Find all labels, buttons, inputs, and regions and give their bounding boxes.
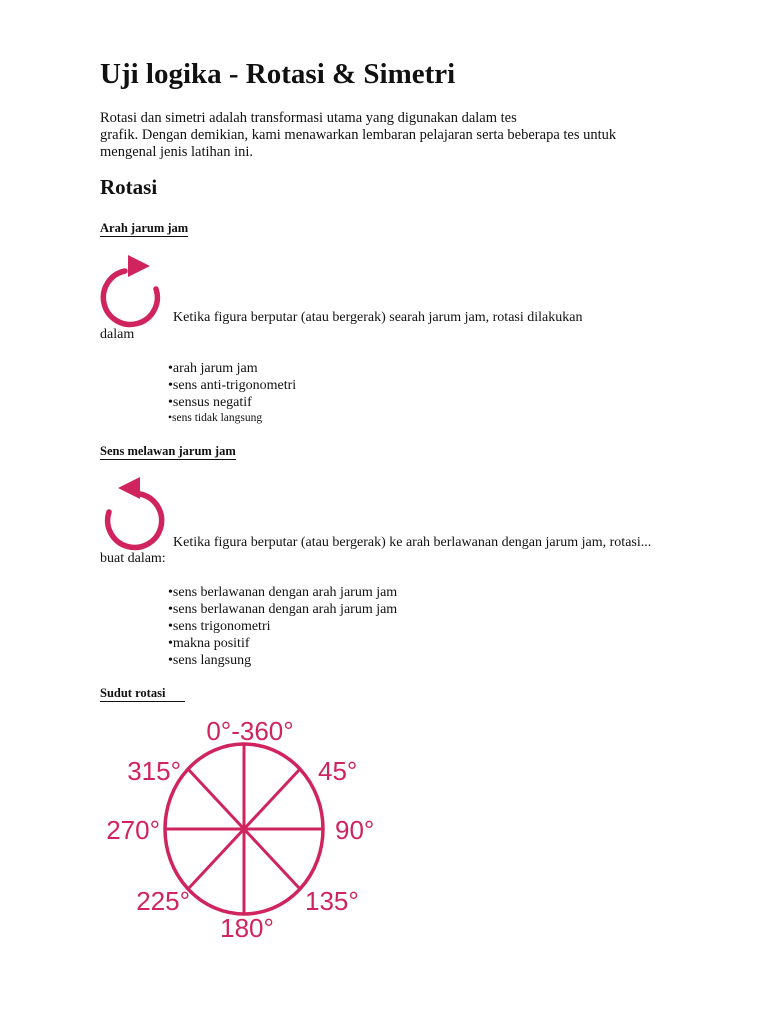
subheading-counterclockwise: Sens melawan jarum jam bbox=[100, 444, 236, 458]
section-heading-rotasi: Rotasi bbox=[100, 175, 158, 199]
list-item: • sens anti-trigonometri bbox=[168, 377, 296, 394]
counterclockwise-arrow-icon bbox=[100, 475, 170, 547]
rotation-angle-diagram bbox=[90, 712, 390, 952]
angle-label-left: 270° bbox=[106, 815, 160, 845]
counterclockwise-text-line-1: Ketika figura berputar (atau bergerak) ke arah berlawanan dengan jarum jam, rotasi... bbox=[173, 535, 652, 550]
intro-line-1: Rotasi dan simetri adalah transformasi utama yang digunakan dalam tes bbox=[100, 110, 517, 126]
angle-label-top: 0°-360° bbox=[206, 716, 294, 746]
angle-label-top-right: 45° bbox=[318, 756, 358, 786]
clockwise-arrow-icon bbox=[100, 252, 170, 324]
angle-label-top-left: 315° bbox=[127, 756, 181, 786]
angle-label-right: 90° bbox=[335, 815, 375, 845]
list-item: • sens berlawanan dengan arah jarum jam bbox=[168, 584, 397, 601]
counterclockwise-text-line-2: buat dalam: bbox=[100, 551, 166, 566]
angle-label-bottom-right: 135° bbox=[305, 886, 359, 916]
intro-line-2: grafik. Dengan demikian, kami menawarkan lembaran pelajaran serta beberapa tes untuk bbox=[100, 127, 617, 143]
list-item: • makna positif bbox=[168, 635, 397, 652]
intro-line-3: mengenal jenis latihan ini. bbox=[100, 144, 254, 160]
clockwise-text-line-2: dalam bbox=[100, 327, 135, 342]
list-item: • sens berlawanan dengan arah jarum jam bbox=[168, 601, 397, 618]
subheading-angle: Sudut rotasi bbox=[100, 686, 185, 702]
counterclockwise-bullet-list bbox=[168, 584, 397, 669]
list-item: • sens trigonometri bbox=[168, 618, 397, 635]
clockwise-text-line-1: Ketika figura berputar (atau bergerak) searah jarum jam, rotasi dilakukan bbox=[173, 310, 583, 325]
page-title: Uji logika - Rotasi & Simetri bbox=[100, 58, 456, 90]
list-item: • sensus negatif bbox=[168, 394, 296, 411]
list-item: • sens langsung bbox=[168, 652, 397, 669]
clockwise-bullet-list bbox=[168, 360, 296, 426]
angle-label-bottom: 180° bbox=[220, 913, 274, 943]
list-item: • sens tidak langsung bbox=[168, 411, 296, 426]
subheading-clockwise: Arah jarum jam bbox=[100, 221, 189, 235]
list-item: • arah jarum jam bbox=[168, 360, 296, 377]
angle-label-bottom-left: 225° bbox=[136, 886, 190, 916]
